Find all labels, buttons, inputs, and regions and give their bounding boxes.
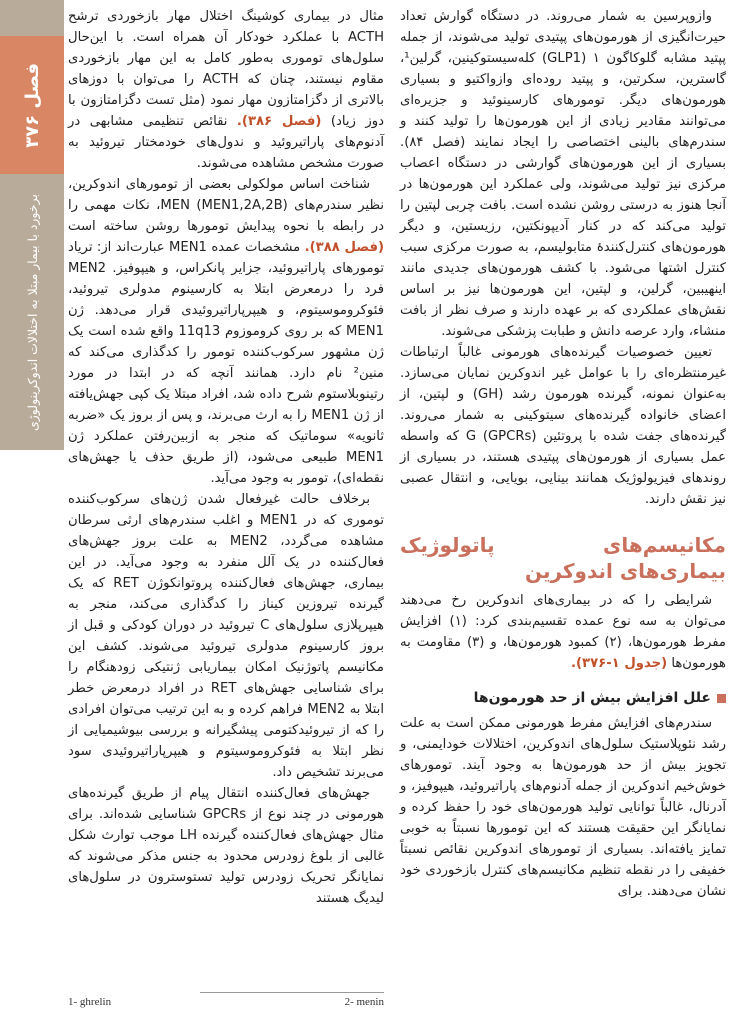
paragraph-text: شرایطی را که در بیماری‌های اندوکرین رخ می‌دهند می‌توان به سه نوع عمده تقسیم‌بندی کرد: (۱) افزایش مفرط هورمون‌ها، (۲) کمبود هورمون‌ها، و (۳) مقاومت به هورمون‌ها — [400, 593, 726, 671]
paragraph — [400, 590, 726, 674]
chapter-reference-link[interactable]: (فصل ۳۸۶). — [236, 114, 322, 129]
paragraph: جهش‌های فعال‌کننده انتقال پیام از طریق گیرنده‌های هورمونی در چند نوع از GPCRs شناسایی شده‌اند. برای مثال جهش‌های فعال‌کننده گیرنده LH موجب توارث شکل غالبی از بلوغ زودرس محدود به جنس مذکر می‌شوند که نمایانگر تحریک زودرس تولید تستوسترون در سلول‌های لیدیگ هستند — [68, 786, 384, 906]
paragraph: تعیین خصوصیات گیرنده‌های هورمونی غالباً ارتباطات غیرمنتظره‌ای را با عوامل غیر اندوکرین نمایان می‌سازد. به‌عنوان نمونه، گیرنده هورمون رشد (GH) و لپتین، از اعضای خانواده گیرنده‌های سیتوکینی به شمار می‌روند. گیرنده‌های جفت شده با پروتئین G (GPCRs) که واسطه عمل بسیاری از هورمون‌های پپتیدی هستند، در بسیاری از روندهای فیزیولوژیک همانند بینایی، بویایی، و انتقال عصبی نیز نقش دارند. — [400, 345, 727, 507]
footnote-1: 1- ghrelin — [68, 996, 112, 1008]
paragraph: برخلاف حالت غیرفعال شدن ژن‌های سرکوب‌کننده توموری که در MEN1 و اغلب سندرم‌های ارثی سرطان مشاهده می‌گردد، MEN2 به علت بروز جهش‌های فعال‌کننده در یک آلل منفرد به وجود می‌آید. در این بیماری، جهش‌های فعال‌کننده پروتوانکوژن RET که یک گیرنده تیروزین کیناز را کدگذاری می‌کند، منجر به هیپرپلازی سلول‌های C تیروئید در دوران کودکی و قبل از بروز کارسینوم مدولری تیروئید می‌شوند. کشف این مکانیسم پاتوژنیک امکان بیماریابی ژنتیکی زودهنگام را برای شناسایی جهش‌های RET در افراد درمعرض خطر ابتلا به MEN2 فراهم کرده و به این ترتیب می‌توان افرادی را که از تیروئیدکتومی پیشگیرانه و بررسی بیوشیمیایی از نظر ابتلا به فئوکروموسیتوم و هیپرپاراتیروئیدی سود می‌برند تشخیص داد. — [68, 492, 385, 780]
section-title: مکانیسم‌های پاتولوژیک بیماری‌های اندوکرین — [400, 533, 726, 583]
chapter-label-box — [0, 36, 64, 174]
square-bullet-icon — [717, 694, 726, 703]
table-reference-link[interactable]: (جدول ۱-۳۷۶). — [570, 656, 668, 671]
chapter-title: برخورد با بیمار مبتلا به اختلالات اندوکرینولوژی — [24, 194, 40, 432]
paragraph — [68, 174, 384, 489]
chapter-reference-link[interactable]: (فصل ۳۸۸). — [304, 240, 384, 255]
subsection-title: علل افزایش بیش از حد هورمون‌ها — [473, 690, 711, 706]
chapter-label: فصل ۳۷۶ — [21, 62, 43, 148]
footnote-divider — [200, 992, 384, 993]
paragraph-text: شناخت اساس مولکولی بعضی از تومورهای اندوکرین، نظیر سندرم‌های MEN (MEN1,2A,2B)، نکات مهمی را در رابطه با نحوه پیدایش تومورها روشن ساخته است — [68, 177, 384, 234]
paragraph: سندرم‌های افزایش مفرط هورمونی ممکن است به علت رشد نئوپلاستیک سلول‌های اندوکرین، اختلالات خودایمنی، و تجویز بیش از حد هورمون‌ها به وجود آیند. تومورهای خوش‌خیم اندوکرین از جمله آدنوم‌های پاراتیروئید، هیپوفیز، و آدرنال، غالباً توانایی تولید هورمون‌های خود را حفظ کرده و نمایانگر این حقیقت هستند که این تومورها نسبتاً به خوبی تمایز یافته‌اند. بسیاری از تومورهای اندوکرین نقائص نسبتاً خفیفی را در نقطه تنظیم مکانیسم‌های کنترل بازخوردی خود نشان می‌دهند. برای — [400, 716, 726, 899]
footnote-2: 2- menin — [344, 996, 384, 1008]
chapter-title-box — [0, 188, 64, 438]
right-column — [400, 6, 726, 902]
paragraph-text: مثال در بیماری کوشینگ اختلال مهار بازخوردی ترشح ACTH با عملکرد خودکار آن همراه است. با این‌حال سلول‌های توموری به‌طور کامل به این مهار بازخوردی مقاوم نیستند، چنان که ACTH را می‌توان با دوزهای بالاتری از دگزامتازون مهار نمود (مثل تست دگزامتازون با دوز زیاد) — [68, 9, 384, 129]
left-column — [68, 6, 384, 909]
side-tab — [0, 0, 64, 450]
paragraph-text: مشخصات عمده MEN1 عبارت‌اند از: تریاد تومورهای پاراتیروئید، جزایر پانکراس، و هیپوفیز. MEN2 فرد را درمعرض ابتلا به کارسینوم مدولری تیروئید، فئوکروموسیتوم، و هیپرپاراتیروئیدی قرار می‌دهد. ژن MEN1 که بر روی کروموزوم 11q13 واقع شده است یک ژن مشهور سرکوب‌کننده تومور را کدگذاری می‌کند که منین² نام دارد. همانند آنچه که در ابتدا در مورد رتینوبلاستوم شرح داده شد، افراد مبتلا یک کپی جهش‌یافته از ژن MEN1 را به ارث می‌برند، و پس از بروز یک «ضربه ثانویه» سوماتیک که منجر به ازبین‌رفتن عملکرد ژن MEN1 طبیعی می‌شود، (از طریق حذف یا جهش‌های نقطه‌ای)، تومور به وجود می‌آید. — [68, 240, 385, 486]
paragraph — [68, 6, 384, 174]
subsection-heading — [400, 688, 726, 709]
paragraph: وازوپرسین به شمار می‌روند. در دستگاه گوارش تعداد حیرت‌انگیزی از هورمون‌های پپتیدی تولید می‌شوند، از جمله پپتید مشابه گلوکاگون ۱ (GLP1) کله‌سیستوکینین، گرلین¹، گاسترین، سکرتین، و پپتید روده‌ای وازواکتیو و بسیاری هورمون‌های دیگر. تومورهای کارسینوئید و جزیره‌ای می‌توانند مقادیر زیادی از این هورمون‌ها را تولید کنند و سندرم‌های بالینی اختصاصی را ایجاد نمایند (فصل ۸۴). بسیاری از این هورمون‌های گوارشی در دستگاه اعصاب مرکزی نیز تولید می‌شوند، ولی عملکرد این هورمون‌ها در آنجا هنوز به درستی روشن نشده است. بافت چربی لپتین را تولید می‌کند که در کنار آدیپونکتین، رزیستین، و دیگر هورمون‌های کنترل‌کنندهٔ متابولیسم، به صورت مرکزی سبب کنترل اشتها می‌شود. با کشف هورمون‌های جدیدی مانند اینهیبین، گرلین، و لپتین، این هورمون‌ها نیز بر اساس نقش‌های عملکردی که بر عهده دارند و صرف نظر از بافت منشاء، وارد عرصه دانش و طبابت پزشکی می‌شوند. — [400, 9, 726, 339]
footnotes — [68, 996, 384, 1008]
paragraph-text: نقائص تنظیمی مشابهی در آدنوم‌های پاراتیروئید و ندول‌های خودمختار تیروئید به صورت مشخص مشاهده می‌شوند. — [68, 114, 384, 171]
